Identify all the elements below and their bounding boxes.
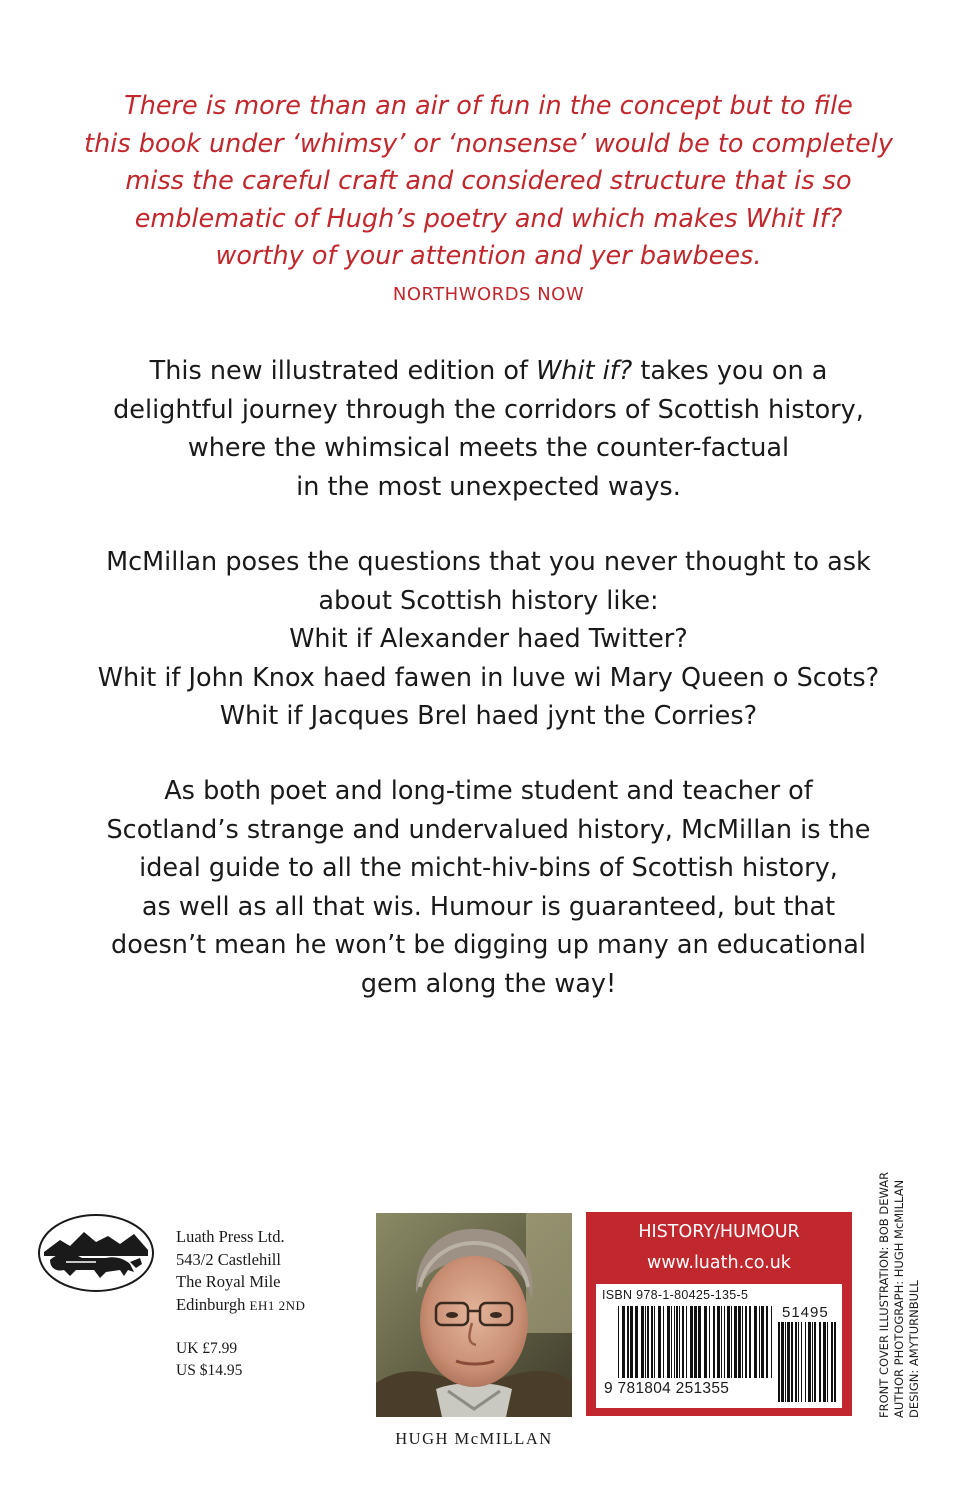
barcode-bar [749,1306,751,1378]
author-portrait-image [376,1213,572,1417]
publisher-city-line [176,1294,305,1318]
barcode-bar [791,1322,793,1402]
barcode-bar [713,1306,715,1378]
blurb-line: Scotland’s strange and undervalued history, McMillan is the [106,814,871,845]
blurb-line: Whit if Alexander haed Twitter? [289,624,688,654]
credit-line: FRONT COVER ILLUSTRATION: BOB DEWAR [877,1171,891,1418]
isbn-number: ISBN 978-1-80425-135-5 [602,1288,749,1302]
price-us: US $14.95 [176,1362,243,1379]
barcode-bar [745,1306,747,1378]
quote-line: this book under ‘whimsy’ or ‘nonsense’ would be to completely [84,128,893,159]
barcode-ean-digits: 9 781804 251355 [604,1380,730,1397]
publisher-area: The Royal Mile [176,1272,281,1291]
blurb-paragraph-1 [40,352,937,506]
barcode-bar [801,1322,802,1402]
quote-line: worthy of your attention and yer bawbees. [215,241,762,271]
credits-vertical-text [874,1168,934,1420]
barcode-bar [679,1306,680,1378]
barcode-bar [798,1322,799,1402]
barcode-bar [834,1322,836,1402]
barcode-bar [742,1306,743,1378]
blurb-line: gem along the way! [360,968,617,999]
category-label: HISTORY/HUMOUR [638,1222,800,1242]
publisher-logo [36,1212,156,1294]
barcode-bar [676,1306,678,1378]
barcode-bar [831,1322,833,1402]
barcode-bar [622,1306,625,1378]
barcode-bar [635,1306,638,1378]
barcode-bar [654,1306,655,1378]
publisher-address [176,1226,305,1317]
blurb-line [40,352,937,391]
barcode-bar [686,1306,687,1378]
barcode-bar [787,1322,790,1402]
barcode-bar [827,1322,828,1402]
barcode-bar [647,1306,649,1378]
retail-box [586,1212,852,1416]
barcode-bar [682,1306,684,1378]
barcode-bar [674,1306,675,1378]
barcode-bar [690,1306,693,1378]
blurb-line: ideal guide to all the micht-hiv-bins of Scottish history, [139,853,838,883]
barcode-bar [724,1306,725,1378]
cover-credits [874,1168,934,1420]
blurb-line: delightful journey through the corridors of Scottish history, [113,394,864,425]
barcode-bar [630,1306,633,1378]
blurb-line: about Scottish history like: [318,585,659,616]
barcode-bar [658,1306,661,1378]
publisher-city: Edinburgh [176,1294,246,1314]
price-list [176,1338,242,1382]
barcode-bar [771,1306,772,1378]
publisher-postcode: EH1 2ND [249,1297,306,1313]
barcode-bar [766,1306,768,1378]
barcode-bar [738,1306,741,1378]
credit-line: AUTHOR PHOTOGRAPH: HUGH McMILLAN [892,1179,906,1418]
barcode-bar [781,1322,784,1402]
barcode-bar [618,1306,619,1378]
author-photo [376,1213,572,1417]
barcode-bar [698,1306,701,1378]
barcode-panel [596,1284,842,1408]
barcode-bar [731,1306,732,1378]
barcode-bar [709,1306,710,1378]
quote-line: There is more than an air of fun in the concept but to file [124,91,853,121]
blurb-line: Whit if Jacques Brel haed jynt the Corries? [219,701,758,731]
publisher-name: Luath Press Ltd. [176,1227,285,1246]
barcode-bar [704,1306,707,1378]
blurb-text: This new illustrated edition of [149,356,537,386]
barcode-bar [727,1306,730,1378]
barcode-bar [808,1322,811,1402]
barcode-bar [651,1306,653,1378]
blurb-paragraph-2 [40,543,937,736]
blurb-line: As both poet and long-time student and teacher of [164,776,813,806]
blurb-text: takes you on a [632,356,828,386]
blurb-line: in the most unexpected ways. [296,471,681,502]
quote-line: emblematic of Hugh’s poetry and which makes Whit If? [134,203,843,234]
blurb-line: as well as all that wis. Humour is guaranteed, but that [141,891,836,922]
publisher-website: www.luath.co.uk [647,1253,791,1273]
barcode-bar [823,1322,826,1402]
barcode-bar [717,1306,720,1378]
barcode-bar [734,1306,737,1378]
credit-line: DESIGN: AMYTURNBULL [907,1280,921,1418]
blurb-line: doesn’t mean he won’t be digging up many an educational [111,930,866,960]
blurb-line: where the whimsical meets the counter-factual [187,433,790,463]
review-quote [60,88,917,276]
barcode-bar [754,1306,757,1378]
barcode-bar [627,1306,629,1378]
barcode-bar [663,1306,664,1378]
blurb-paragraph-3 [40,772,937,1003]
barcode-addon-digits: 51495 [782,1304,829,1321]
barcode-bar [814,1322,816,1402]
barcode-bar [795,1322,797,1402]
blurb-line: Whit if John Knox haed fawen in luve wi Mary Queen o Scots? [97,662,880,693]
barcode-bar [645,1306,646,1378]
barcode-bar [641,1306,644,1378]
barcode-bar [805,1322,806,1402]
barcode-bar [785,1322,786,1402]
author-name: HUGH McMILLAN [395,1429,553,1448]
quote-source: NORTHWORDS NOW [392,284,585,305]
price-uk: UK £7.99 [176,1340,238,1357]
barcode-bar [761,1306,764,1378]
barcode-bar [819,1322,821,1402]
barcode-bar [694,1306,697,1378]
publisher-street: 543/2 Castlehill [176,1249,281,1269]
barcode-bar [667,1306,670,1378]
barcode-bar [759,1306,760,1378]
blurb-line: McMillan poses the questions that you never thought to ask [106,547,871,577]
book-title: Whit if? [536,356,633,386]
barcode-bar [671,1306,672,1378]
barcode-bar [812,1322,813,1402]
barcode-bar [778,1322,780,1402]
barcode-bar [721,1306,722,1378]
quote-line: miss the careful craft and considered structure that is so [125,166,852,196]
